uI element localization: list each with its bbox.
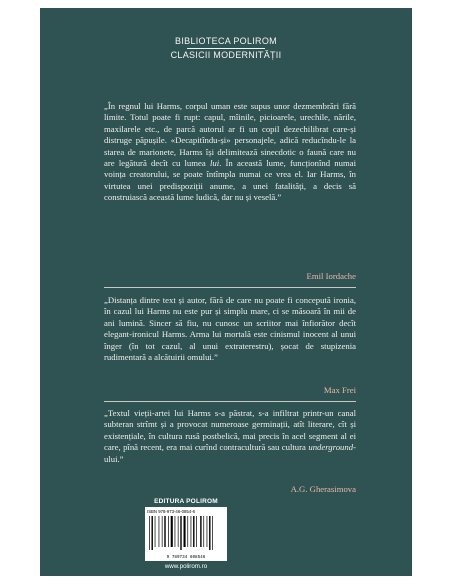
quote-3-italic: underground <box>308 442 354 453</box>
barcode-bar <box>162 516 163 547</box>
divider-2 <box>104 401 356 402</box>
barcode-bar <box>175 516 176 547</box>
isbn-label: ISBN 978-973-46-0854-6 <box>147 509 196 514</box>
quote-2 <box>104 295 356 363</box>
quote-3-text-end: -ului.” <box>104 442 356 464</box>
barcode-bar <box>184 516 186 547</box>
quote-3 <box>104 408 356 465</box>
barcode-bar <box>180 516 181 550</box>
publisher-block <box>144 498 228 570</box>
barcode-bar <box>196 516 197 547</box>
quote-2-author: Max Frei <box>323 385 356 395</box>
barcode <box>145 507 227 561</box>
divider-1 <box>104 287 356 288</box>
quote-3-author: A.G. Gherasimova <box>290 484 356 494</box>
barcode-bar <box>212 516 213 550</box>
barcode-bar <box>155 516 156 547</box>
barcode-bar <box>159 516 160 547</box>
barcode-bar <box>171 516 173 547</box>
barcode-bar <box>168 516 169 547</box>
quote-1-text: „În regnul lui Harms, corpul uman este supus unor dezmembrări fără limite. Totul poate fi rupt: capul, mîinile, picioarele, urechile, nările, maxilarele etc., de parcă autorul ar fi un copil dezechilibrat care-și distruge păpușile. «Decapitîndu-și» personajele, adică reducîndu-le la starea de marionete, Harms își delimitează sinecdotic o faună care nu are legătură decît cu lumea <box>104 101 356 169</box>
barcode-bar <box>207 516 208 547</box>
barcode-bar <box>187 516 188 547</box>
series-divider <box>187 48 265 49</box>
series-name: BIBLIOTECA POLIROM <box>175 36 277 46</box>
quote-1-text-end: . În această lume, funcționînd numai voința creatorului, se poate întîmpla numai ce vrea el. Iar Harms, în virtutea unei predispoziții anume, a unei fatalități, a decis să construiască această lume ludică, dar nu și veselă.” <box>104 158 357 203</box>
publisher-name: EDITURA POLIROM <box>154 498 218 505</box>
barcode-bar <box>203 516 204 547</box>
quote-1-italic: lui <box>209 158 220 169</box>
series-header <box>40 36 412 61</box>
series-collection: CLASICII MODERNITĂȚII <box>170 50 282 60</box>
barcode-bar <box>191 516 192 547</box>
publisher-url: www.polirom.ro <box>164 563 208 570</box>
quote-1-author: Emil Iordache <box>306 271 356 281</box>
quote-2-text: „Distanța dintre text și autor, fără de care nu poate fi concepută ironia, în cazul lui Harms nu este pur și simplu mare, ci se măsoară în mii de ani lumină. Sincer să fiu, nu cunosc un scriitor mai înfiorător decît elegant-ironicul Harms. Arma lui mortală este cinismul inocent al unui înger (în tot cazul, al unui extraterestru), șocat de stupizenia rudimentară a alcătuirii omului.” <box>104 295 356 363</box>
quote-3-text: „Textul vieții-artei lui Harms s-a păstrat, s-a infiltrat printr-un canal subteran strîmt și a provocat numeroase germinații, atît literare, cît și existențiale, în cultura rusă postbelică, mai precis în acel segment al ei care, pînă recent, era mai curînd contracultură sau cultura <box>104 408 356 453</box>
barcode-number: 9 789734 608546 <box>166 555 206 560</box>
barcode-bar <box>164 516 165 547</box>
barcode-bars <box>148 516 224 554</box>
barcode-bar <box>193 516 194 547</box>
quote-1 <box>104 101 356 204</box>
barcode-bar <box>209 516 210 550</box>
barcode-bar <box>152 516 153 550</box>
barcode-bar <box>149 516 150 550</box>
barcode-bar <box>200 516 201 547</box>
barcode-bar <box>178 516 179 547</box>
book-back-cover <box>40 8 412 576</box>
